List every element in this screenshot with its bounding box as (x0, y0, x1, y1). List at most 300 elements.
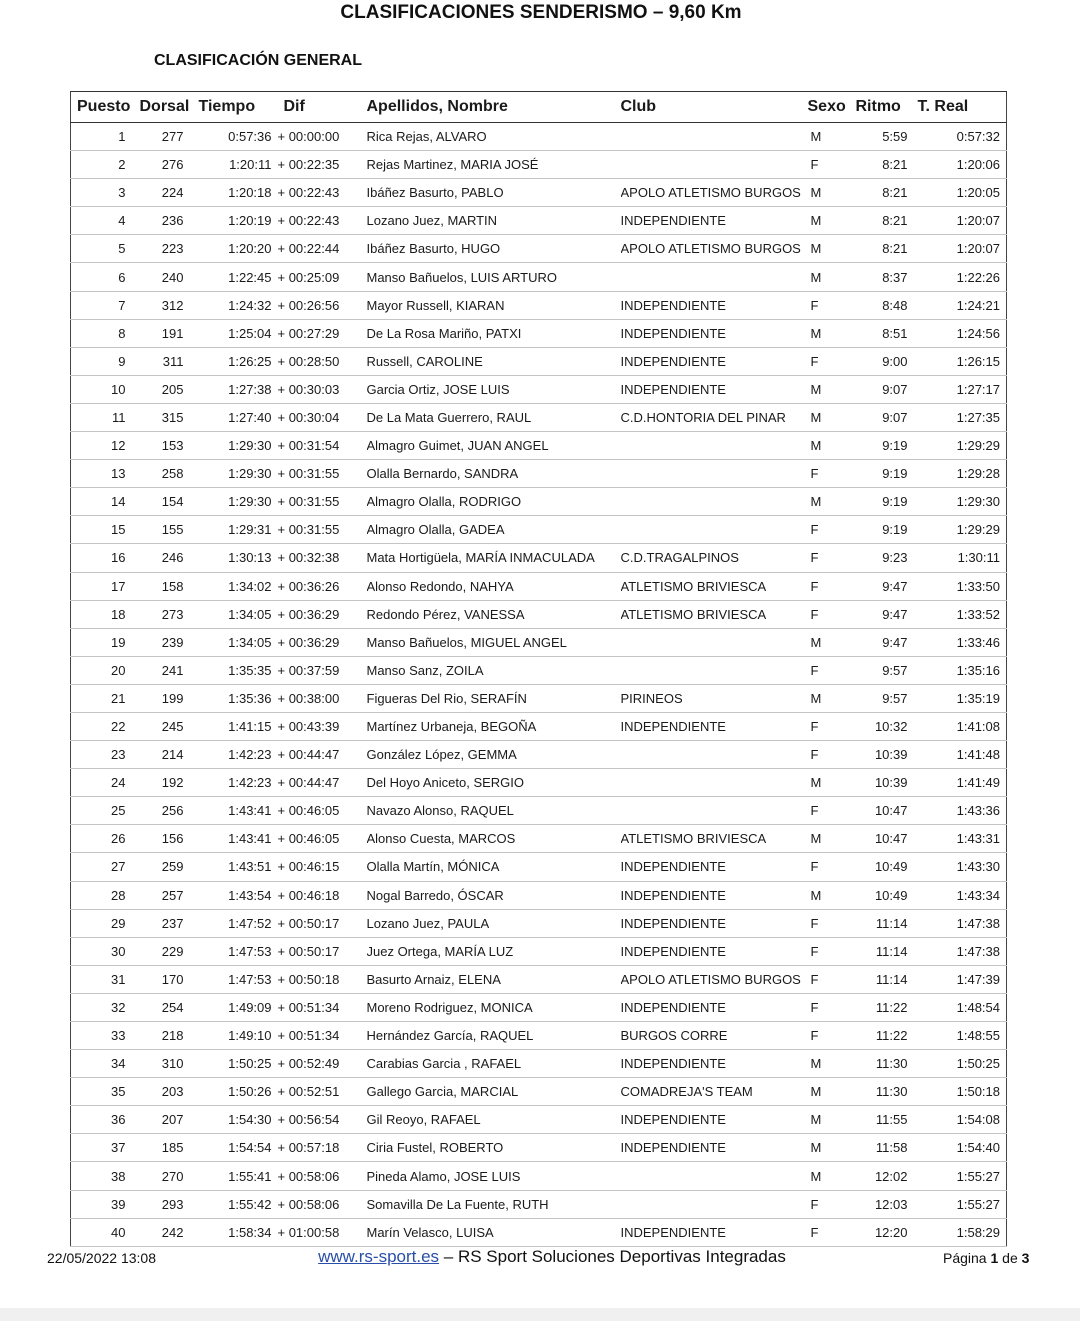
results-table (70, 91, 1007, 1247)
t-real-cell: 1:50:25 (914, 1050, 1007, 1078)
ritmo-cell: 9:47 (856, 572, 914, 600)
table-row (71, 1050, 1007, 1078)
club-cell: INDEPENDIENTE (621, 319, 808, 347)
t-real-cell: 1:58:29 (914, 1218, 1007, 1246)
club-cell: C.D.HONTORIA DEL PINAR (621, 403, 808, 431)
dif-cell: + 00:36:29 (278, 628, 367, 656)
column-header-t-real: T. Real (914, 92, 1007, 123)
dif-cell: + 00:50:17 (278, 937, 367, 965)
t-real-cell: 0:57:32 (914, 123, 1007, 151)
table-row (71, 347, 1007, 375)
puesto-cell: 12 (71, 432, 140, 460)
club-cell (621, 741, 808, 769)
ritmo-cell: 8:51 (856, 319, 914, 347)
t-real-cell: 1:26:15 (914, 347, 1007, 375)
nombre-cell: Manso Sanz, ZOILA (367, 656, 621, 684)
dif-cell: + 00:44:47 (278, 741, 367, 769)
dif-cell: + 00:31:55 (278, 460, 367, 488)
tiempo-cell: 1:55:42 (197, 1190, 278, 1218)
page-total: 3 (1021, 1250, 1030, 1266)
tiempo-cell: 1:43:41 (197, 825, 278, 853)
tiempo-cell: 1:29:30 (197, 488, 278, 516)
tiempo-cell: 1:24:32 (197, 291, 278, 319)
sexo-cell: F (808, 1190, 856, 1218)
page-current: 1 (990, 1250, 999, 1266)
ritmo-cell: 5:59 (856, 123, 914, 151)
ritmo-cell: 10:49 (856, 881, 914, 909)
puesto-cell: 24 (71, 769, 140, 797)
t-real-cell: 1:54:40 (914, 1134, 1007, 1162)
puesto-cell: 26 (71, 825, 140, 853)
ritmo-cell: 11:55 (856, 1106, 914, 1134)
nombre-cell: Olalla Martín, MÓNICA (367, 853, 621, 881)
nombre-cell: Almagro Guimet, JUAN ANGEL (367, 432, 621, 460)
t-real-cell: 1:24:56 (914, 319, 1007, 347)
table-row (71, 1218, 1007, 1246)
t-real-cell: 1:27:17 (914, 375, 1007, 403)
sexo-cell: F (808, 1022, 856, 1050)
table-row (71, 881, 1007, 909)
sexo-cell: M (808, 769, 856, 797)
dif-cell: + 00:46:18 (278, 881, 367, 909)
table-row (71, 600, 1007, 628)
nombre-cell: Olalla Bernardo, SANDRA (367, 460, 621, 488)
table-row (71, 628, 1007, 656)
t-real-cell: 1:41:08 (914, 712, 1007, 740)
t-real-cell: 1:41:49 (914, 769, 1007, 797)
t-real-cell: 1:22:26 (914, 263, 1007, 291)
ritmo-cell: 8:48 (856, 291, 914, 319)
sexo-cell: M (808, 825, 856, 853)
dorsal-cell: 257 (140, 881, 197, 909)
tiempo-cell: 1:55:41 (197, 1162, 278, 1190)
tiempo-cell: 1:50:25 (197, 1050, 278, 1078)
club-cell: C.D.TRAGALPINOS (621, 544, 808, 572)
puesto-cell: 28 (71, 881, 140, 909)
club-cell: INDEPENDIENTE (621, 1134, 808, 1162)
tiempo-cell: 1:25:04 (197, 319, 278, 347)
ritmo-cell: 12:20 (856, 1218, 914, 1246)
dif-cell: + 00:44:47 (278, 769, 367, 797)
puesto-cell: 17 (71, 572, 140, 600)
table-row (71, 488, 1007, 516)
dorsal-cell: 236 (140, 207, 197, 235)
nombre-cell: Carabias Garcia , RAFAEL (367, 1050, 621, 1078)
t-real-cell: 1:29:29 (914, 516, 1007, 544)
puesto-cell: 34 (71, 1050, 140, 1078)
club-cell: INDEPENDIENTE (621, 909, 808, 937)
ritmo-cell: 11:22 (856, 1022, 914, 1050)
t-real-cell: 1:50:18 (914, 1078, 1007, 1106)
nombre-cell: Lozano Juez, PAULA (367, 909, 621, 937)
dorsal-cell: 256 (140, 797, 197, 825)
t-real-cell: 1:33:46 (914, 628, 1007, 656)
t-real-cell: 1:33:50 (914, 572, 1007, 600)
puesto-cell: 31 (71, 965, 140, 993)
club-cell (621, 656, 808, 684)
table-row (71, 375, 1007, 403)
table-row (71, 179, 1007, 207)
puesto-cell: 1 (71, 123, 140, 151)
section-title: CLASIFICACIÓN GENERAL (154, 52, 362, 69)
nombre-cell: Rica Rejas, ALVARO (367, 123, 621, 151)
table-row (71, 797, 1007, 825)
dorsal-cell: 245 (140, 712, 197, 740)
dorsal-cell: 311 (140, 347, 197, 375)
table-row (71, 460, 1007, 488)
nombre-cell: Hernández García, RAQUEL (367, 1022, 621, 1050)
ritmo-cell: 9:47 (856, 628, 914, 656)
ritmo-cell: 9:23 (856, 544, 914, 572)
sexo-cell: F (808, 600, 856, 628)
dorsal-cell: 312 (140, 291, 197, 319)
dif-cell: + 00:30:03 (278, 375, 367, 403)
sexo-cell: M (808, 488, 856, 516)
puesto-cell: 21 (71, 684, 140, 712)
t-real-cell: 1:20:07 (914, 235, 1007, 263)
table-row (71, 1134, 1007, 1162)
dif-cell: + 00:25:09 (278, 263, 367, 291)
dif-cell: + 00:51:34 (278, 993, 367, 1021)
nombre-cell: Russell, CAROLINE (367, 347, 621, 375)
dif-cell: + 00:22:43 (278, 207, 367, 235)
puesto-cell: 15 (71, 516, 140, 544)
sexo-cell: M (808, 881, 856, 909)
print-date: 22/05/2022 13:08 (47, 1250, 156, 1266)
dorsal-cell: 258 (140, 460, 197, 488)
t-real-cell: 1:47:39 (914, 965, 1007, 993)
table-row (71, 853, 1007, 881)
tiempo-cell: 1:43:41 (197, 797, 278, 825)
sexo-cell: F (808, 516, 856, 544)
ritmo-cell: 9:19 (856, 460, 914, 488)
table-header-row (71, 92, 1007, 123)
sexo-cell: F (808, 151, 856, 179)
puesto-cell: 16 (71, 544, 140, 572)
sexo-cell: F (808, 853, 856, 881)
puesto-cell: 22 (71, 712, 140, 740)
ritmo-cell: 10:47 (856, 797, 914, 825)
club-cell: ATLETISMO BRIVIESCA (621, 600, 808, 628)
ritmo-cell: 9:47 (856, 600, 914, 628)
puesto-cell: 8 (71, 319, 140, 347)
ritmo-cell: 12:02 (856, 1162, 914, 1190)
ritmo-cell: 9:19 (856, 432, 914, 460)
club-cell (621, 1190, 808, 1218)
dorsal-cell: 239 (140, 628, 197, 656)
club-cell (621, 432, 808, 460)
dorsal-cell: 246 (140, 544, 197, 572)
dif-cell: + 00:52:49 (278, 1050, 367, 1078)
dorsal-cell: 276 (140, 151, 197, 179)
t-real-cell: 1:20:06 (914, 151, 1007, 179)
dif-cell: + 00:00:00 (278, 123, 367, 151)
puesto-cell: 38 (71, 1162, 140, 1190)
nombre-cell: Del Hoyo Aniceto, SERGIO (367, 769, 621, 797)
dif-cell: + 00:46:05 (278, 825, 367, 853)
dif-cell: + 00:26:56 (278, 291, 367, 319)
dif-cell: + 00:58:06 (278, 1162, 367, 1190)
dif-cell: + 00:27:29 (278, 319, 367, 347)
club-cell: BURGOS CORRE (621, 1022, 808, 1050)
t-real-cell: 1:35:19 (914, 684, 1007, 712)
tiempo-cell: 1:29:30 (197, 460, 278, 488)
ritmo-cell: 8:21 (856, 151, 914, 179)
tiempo-cell: 1:50:26 (197, 1078, 278, 1106)
nombre-cell: Garcia Ortiz, JOSE LUIS (367, 375, 621, 403)
table-row (71, 516, 1007, 544)
t-real-cell: 1:29:28 (914, 460, 1007, 488)
table-row (71, 1162, 1007, 1190)
club-cell (621, 460, 808, 488)
club-cell: APOLO ATLETISMO BURGOS (621, 235, 808, 263)
t-real-cell: 1:55:27 (914, 1190, 1007, 1218)
t-real-cell: 1:30:11 (914, 544, 1007, 572)
t-real-cell: 1:24:21 (914, 291, 1007, 319)
puesto-cell: 14 (71, 488, 140, 516)
sexo-cell: F (808, 1218, 856, 1246)
dif-cell: + 00:22:35 (278, 151, 367, 179)
ritmo-cell: 12:03 (856, 1190, 914, 1218)
table-row (71, 291, 1007, 319)
dorsal-cell: 224 (140, 179, 197, 207)
dorsal-cell: 315 (140, 403, 197, 431)
ritmo-cell: 11:22 (856, 993, 914, 1021)
dorsal-cell: 242 (140, 1218, 197, 1246)
ritmo-cell: 8:21 (856, 207, 914, 235)
club-cell: INDEPENDIENTE (621, 712, 808, 740)
puesto-cell: 23 (71, 741, 140, 769)
dorsal-cell: 254 (140, 993, 197, 1021)
nombre-cell: Almagro Olalla, GADEA (367, 516, 621, 544)
nombre-cell: Gallego Garcia, MARCIAL (367, 1078, 621, 1106)
dorsal-cell: 310 (140, 1050, 197, 1078)
club-cell: INDEPENDIENTE (621, 347, 808, 375)
nombre-cell: Martínez Urbaneja, BEGOÑA (367, 712, 621, 740)
tiempo-cell: 1:20:20 (197, 235, 278, 263)
nombre-cell: Pineda Alamo, JOSE LUIS (367, 1162, 621, 1190)
dif-cell: + 00:32:38 (278, 544, 367, 572)
t-real-cell: 1:33:52 (914, 600, 1007, 628)
table-row (71, 403, 1007, 431)
table-row (71, 319, 1007, 347)
ritmo-cell: 11:30 (856, 1050, 914, 1078)
nombre-cell: Manso Bañuelos, LUIS ARTURO (367, 263, 621, 291)
puesto-cell: 36 (71, 1106, 140, 1134)
dorsal-cell: 203 (140, 1078, 197, 1106)
nombre-cell: Manso Bañuelos, MIGUEL ANGEL (367, 628, 621, 656)
t-real-cell: 1:43:31 (914, 825, 1007, 853)
column-header-sexo: Sexo (808, 92, 856, 123)
dorsal-cell: 223 (140, 235, 197, 263)
dif-cell: + 00:52:51 (278, 1078, 367, 1106)
club-cell: INDEPENDIENTE (621, 853, 808, 881)
footer-tagline: – RS Sport Soluciones Deportivas Integradas (439, 1247, 786, 1266)
dorsal-cell: 205 (140, 375, 197, 403)
dorsal-cell: 185 (140, 1134, 197, 1162)
dif-cell: + 00:56:54 (278, 1106, 367, 1134)
table-row (71, 544, 1007, 572)
tiempo-cell: 1:35:35 (197, 656, 278, 684)
sexo-cell: F (808, 937, 856, 965)
nombre-cell: Juez Ortega, MARÍA LUZ (367, 937, 621, 965)
tiempo-cell: 1:22:45 (197, 263, 278, 291)
table-row (71, 825, 1007, 853)
dorsal-cell: 229 (140, 937, 197, 965)
ritmo-cell: 9:00 (856, 347, 914, 375)
dorsal-cell: 259 (140, 853, 197, 881)
dorsal-cell: 240 (140, 263, 197, 291)
puesto-cell: 3 (71, 179, 140, 207)
column-header-apellidos-nombre: Apellidos, Nombre (367, 92, 621, 123)
t-real-cell: 1:43:34 (914, 881, 1007, 909)
ritmo-cell: 11:14 (856, 937, 914, 965)
sexo-cell: F (808, 572, 856, 600)
puesto-cell: 25 (71, 797, 140, 825)
club-cell: APOLO ATLETISMO BURGOS (621, 179, 808, 207)
dorsal-cell: 156 (140, 825, 197, 853)
page-prefix: Página (943, 1250, 991, 1266)
table-row (71, 1078, 1007, 1106)
club-cell: APOLO ATLETISMO BURGOS (621, 965, 808, 993)
column-header-dif: Dif (278, 92, 367, 123)
nombre-cell: Somavilla De La Fuente, RUTH (367, 1190, 621, 1218)
sexo-cell: M (808, 235, 856, 263)
sexo-cell: F (808, 909, 856, 937)
dif-cell: + 00:43:39 (278, 712, 367, 740)
nombre-cell: Lozano Juez, MARTIN (367, 207, 621, 235)
page-title: CLASIFICACIONES SENDERISMO – 9,60 Km (340, 2, 742, 23)
ritmo-cell: 9:19 (856, 488, 914, 516)
club-cell: INDEPENDIENTE (621, 291, 808, 319)
tiempo-cell: 1:35:36 (197, 684, 278, 712)
puesto-cell: 32 (71, 993, 140, 1021)
table-row (71, 769, 1007, 797)
column-header-dorsal: Dorsal (140, 92, 197, 123)
nombre-cell: De La Mata Guerrero, RAUL (367, 403, 621, 431)
ritmo-cell: 9:57 (856, 656, 914, 684)
sexo-cell: F (808, 291, 856, 319)
dorsal-cell: 218 (140, 1022, 197, 1050)
tiempo-cell: 1:58:34 (197, 1218, 278, 1246)
nombre-cell: Gil Reoyo, RAFAEL (367, 1106, 621, 1134)
club-cell: INDEPENDIENTE (621, 1218, 808, 1246)
club-cell: INDEPENDIENTE (621, 375, 808, 403)
nombre-cell: Marín Velasco, LUISA (367, 1218, 621, 1246)
ritmo-cell: 10:47 (856, 825, 914, 853)
dorsal-cell: 199 (140, 684, 197, 712)
dif-cell: + 00:38:00 (278, 684, 367, 712)
puesto-cell: 35 (71, 1078, 140, 1106)
tiempo-cell: 1:54:30 (197, 1106, 278, 1134)
sexo-cell: M (808, 207, 856, 235)
ritmo-cell: 9:19 (856, 516, 914, 544)
dorsal-cell: 214 (140, 741, 197, 769)
dif-cell: + 00:30:04 (278, 403, 367, 431)
column-header-ritmo: Ritmo (856, 92, 914, 123)
t-real-cell: 1:47:38 (914, 937, 1007, 965)
dif-cell: + 00:28:50 (278, 347, 367, 375)
nombre-cell: González López, GEMMA (367, 741, 621, 769)
t-real-cell: 1:27:35 (914, 403, 1007, 431)
footer-credit (0, 1247, 1080, 1267)
ritmo-cell: 10:39 (856, 741, 914, 769)
ritmo-cell: 8:37 (856, 263, 914, 291)
dorsal-cell: 273 (140, 600, 197, 628)
t-real-cell: 1:29:30 (914, 488, 1007, 516)
ritmo-cell: 10:39 (856, 769, 914, 797)
ritmo-cell: 11:14 (856, 965, 914, 993)
sexo-cell: F (808, 656, 856, 684)
club-cell: INDEPENDIENTE (621, 1106, 808, 1134)
t-real-cell: 1:35:16 (914, 656, 1007, 684)
t-real-cell: 1:29:29 (914, 432, 1007, 460)
t-real-cell: 1:48:55 (914, 1022, 1007, 1050)
puesto-cell: 39 (71, 1190, 140, 1218)
table-row (71, 572, 1007, 600)
club-cell (621, 488, 808, 516)
puesto-cell: 19 (71, 628, 140, 656)
table-row (71, 1190, 1007, 1218)
tiempo-cell: 1:47:53 (197, 965, 278, 993)
puesto-cell: 11 (71, 403, 140, 431)
tiempo-cell: 1:20:11 (197, 151, 278, 179)
puesto-cell: 20 (71, 656, 140, 684)
column-header-puesto: Puesto (71, 92, 140, 123)
sexo-cell: M (808, 319, 856, 347)
t-real-cell: 1:20:07 (914, 207, 1007, 235)
sexo-cell: M (808, 123, 856, 151)
column-header-club: Club (621, 92, 808, 123)
tiempo-cell: 1:29:30 (197, 432, 278, 460)
nombre-cell: Redondo Pérez, VANESSA (367, 600, 621, 628)
tiempo-cell: 1:43:54 (197, 881, 278, 909)
page-indicator (943, 1250, 1029, 1266)
tiempo-cell: 1:42:23 (197, 741, 278, 769)
nombre-cell: Ibáñez Basurto, HUGO (367, 235, 621, 263)
table-row (71, 207, 1007, 235)
dif-cell: + 00:51:34 (278, 1022, 367, 1050)
nombre-cell: Almagro Olalla, RODRIGO (367, 488, 621, 516)
dif-cell: + 00:36:26 (278, 572, 367, 600)
website-link[interactable]: www.rs-sport.es (318, 1247, 440, 1266)
tiempo-cell: 1:34:02 (197, 572, 278, 600)
ritmo-cell: 11:58 (856, 1134, 914, 1162)
sexo-cell: M (808, 1106, 856, 1134)
ritmo-cell: 10:49 (856, 853, 914, 881)
dorsal-cell: 158 (140, 572, 197, 600)
dif-cell: + 00:22:43 (278, 179, 367, 207)
table-row (71, 123, 1007, 151)
dorsal-cell: 192 (140, 769, 197, 797)
puesto-cell: 29 (71, 909, 140, 937)
club-cell: INDEPENDIENTE (621, 207, 808, 235)
puesto-cell: 27 (71, 853, 140, 881)
t-real-cell: 1:41:48 (914, 741, 1007, 769)
tiempo-cell: 1:34:05 (197, 628, 278, 656)
dif-cell: + 00:37:59 (278, 656, 367, 684)
column-header-tiempo: Tiempo (197, 92, 278, 123)
t-real-cell: 1:47:38 (914, 909, 1007, 937)
tiempo-cell: 1:26:25 (197, 347, 278, 375)
ritmo-cell: 11:14 (856, 909, 914, 937)
page-middle: de (998, 1250, 1022, 1266)
sexo-cell: F (808, 797, 856, 825)
nombre-cell: De La Rosa Mariño, PATXI (367, 319, 621, 347)
ritmo-cell: 10:32 (856, 712, 914, 740)
table-row (71, 993, 1007, 1021)
puesto-cell: 37 (71, 1134, 140, 1162)
